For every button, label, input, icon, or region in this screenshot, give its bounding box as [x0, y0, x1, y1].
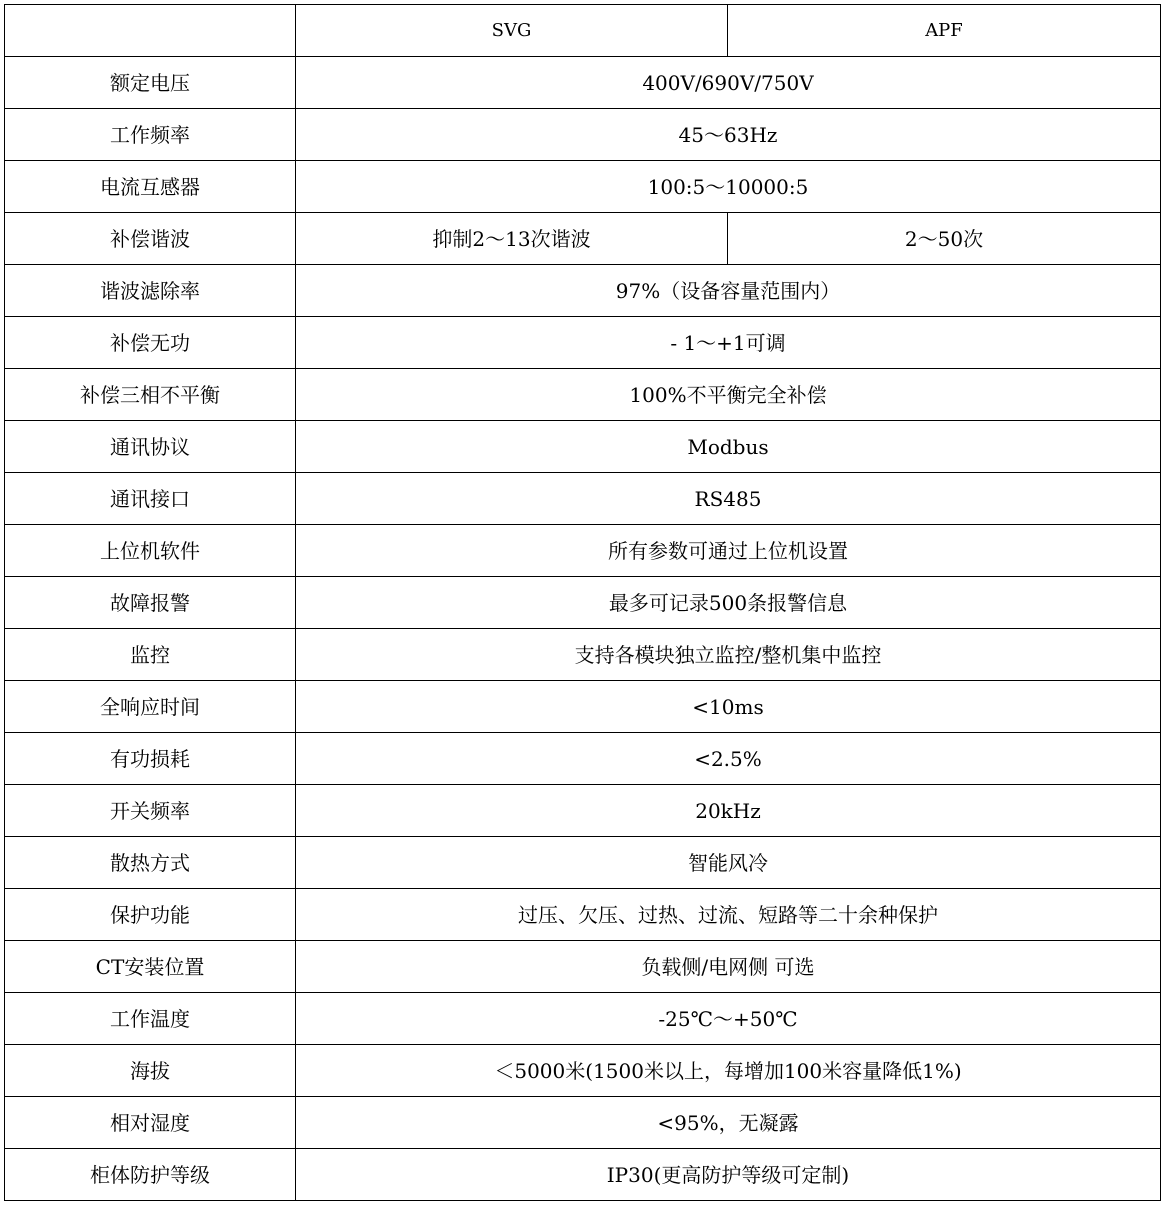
row-value: 400V/690V/750V — [296, 57, 1161, 109]
row-label: 通讯接口 — [5, 473, 296, 525]
row-label: 工作温度 — [5, 993, 296, 1045]
row-label: 补偿谐波 — [5, 213, 296, 265]
table-row — [5, 577, 1161, 629]
row-label: 通讯协议 — [5, 421, 296, 473]
row-label: 散热方式 — [5, 837, 296, 889]
row-label: CT安装位置 — [5, 941, 296, 993]
row-value-svg: 抑制2～13次谐波 — [296, 213, 728, 265]
table-row — [5, 681, 1161, 733]
table-row — [5, 473, 1161, 525]
table-row — [5, 421, 1161, 473]
row-value-apf: 2～50次 — [728, 213, 1161, 265]
row-value: 支持各模块独立监控/整机集中监控 — [296, 629, 1161, 681]
spec-table — [4, 4, 1161, 1201]
table-row — [5, 629, 1161, 681]
table-row — [5, 213, 1161, 265]
corner-cell — [5, 5, 296, 57]
row-value: 智能风冷 — [296, 837, 1161, 889]
table-row — [5, 161, 1161, 213]
row-value: <2.5% — [296, 733, 1161, 785]
row-value: IP30(更高防护等级可定制) — [296, 1149, 1161, 1201]
row-value: 所有参数可通过上位机设置 — [296, 525, 1161, 577]
table-row — [5, 733, 1161, 785]
table-row — [5, 1045, 1161, 1097]
header-svg: SVG — [296, 5, 728, 57]
row-label: 上位机软件 — [5, 525, 296, 577]
row-label: 补偿无功 — [5, 317, 296, 369]
row-label: 柜体防护等级 — [5, 1149, 296, 1201]
row-value: 97%（设备容量范围内） — [296, 265, 1161, 317]
row-value: Modbus — [296, 421, 1161, 473]
row-label: 额定电压 — [5, 57, 296, 109]
table-row — [5, 265, 1161, 317]
table-row — [5, 993, 1161, 1045]
table-row — [5, 1097, 1161, 1149]
table-row — [5, 785, 1161, 837]
row-label: 相对湿度 — [5, 1097, 296, 1149]
row-label: 全响应时间 — [5, 681, 296, 733]
table-row — [5, 525, 1161, 577]
table-row — [5, 109, 1161, 161]
row-value: 20kHz — [296, 785, 1161, 837]
table-row — [5, 57, 1161, 109]
row-label: 工作频率 — [5, 109, 296, 161]
row-value: 负载侧/电网侧 可选 — [296, 941, 1161, 993]
row-value: 过压、欠压、过热、过流、短路等二十余种保护 — [296, 889, 1161, 941]
table-row — [5, 1149, 1161, 1201]
row-value: <10ms — [296, 681, 1161, 733]
row-value: <95%，无凝露 — [296, 1097, 1161, 1149]
table-row — [5, 889, 1161, 941]
header-row — [5, 5, 1161, 57]
row-label: 故障报警 — [5, 577, 296, 629]
row-label: 补偿三相不平衡 — [5, 369, 296, 421]
row-value: - 1～+1可调 — [296, 317, 1161, 369]
header-apf: APF — [728, 5, 1161, 57]
table-row — [5, 317, 1161, 369]
row-label: 监控 — [5, 629, 296, 681]
row-value: ＜5000米(1500米以上，每增加100米容量降低1%) — [296, 1045, 1161, 1097]
row-label: 谐波滤除率 — [5, 265, 296, 317]
table-row — [5, 941, 1161, 993]
row-label: 保护功能 — [5, 889, 296, 941]
row-value: 100%不平衡完全补偿 — [296, 369, 1161, 421]
row-value: 最多可记录500条报警信息 — [296, 577, 1161, 629]
row-label: 开关频率 — [5, 785, 296, 837]
table-row — [5, 837, 1161, 889]
row-label: 海拔 — [5, 1045, 296, 1097]
table-row — [5, 369, 1161, 421]
row-value: RS485 — [296, 473, 1161, 525]
row-label: 有功损耗 — [5, 733, 296, 785]
row-value: 100:5～10000:5 — [296, 161, 1161, 213]
row-value: -25℃～+50℃ — [296, 993, 1161, 1045]
row-value: 45～63Hz — [296, 109, 1161, 161]
row-label: 电流互感器 — [5, 161, 296, 213]
